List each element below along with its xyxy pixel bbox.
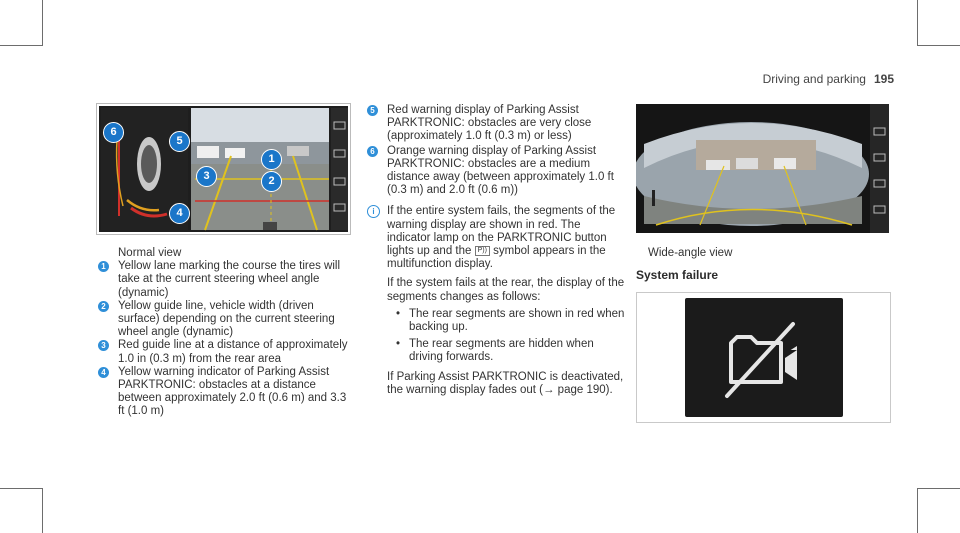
legend-item (98, 300, 350, 340)
item-number: 5 (367, 105, 378, 116)
item-text: Yellow warning indicator of Parking Assist PARKTRONIC: obstacles at a distance between approximately 2.0 ft (0.6 m) and 3.3 ft (1.0 m) (118, 365, 347, 418)
running-header (763, 72, 894, 86)
crop-mark (0, 488, 43, 489)
system-failure-heading: System failure (636, 268, 719, 282)
bullet-item: • The rear segments are hidden when driving forwards. (387, 338, 625, 364)
middle-column (367, 104, 625, 397)
legend-item (98, 339, 350, 365)
item-number: 4 (98, 367, 109, 378)
item-number: 2 (98, 301, 109, 312)
item-text: Yellow lane marking the course the tires will take at the current steering wheel angle (dynamic) (118, 260, 341, 299)
wide-angle-illustration (636, 104, 889, 233)
item-text: Orange warning display of Parking Assist PARKTRONIC: obstacles are a medium distance away (between approximately 1.0 ft (0.3 m) and 2.0 ft (0.6 m)) (387, 144, 614, 197)
deactivated-note: If Parking Assist PARKTRONIC is deactivated, the warning display fades out (→ page 190). (387, 370, 624, 396)
normal-view-legend (98, 247, 350, 419)
camera-failure-screen (685, 298, 843, 417)
item-number: 6 (367, 146, 378, 157)
legend-item (367, 104, 625, 144)
crop-mark (0, 45, 43, 46)
bullet-item: • The rear segments are shown in red when backing up. (387, 308, 625, 334)
legend-item (98, 260, 350, 300)
crop-mark (917, 488, 918, 533)
crop-mark (917, 488, 960, 489)
normal-view-illustration (97, 104, 350, 234)
info-text-a: If the entire system fails, the segments of the warning display are shown in red. The indicator lamp on the PARKTRONIC button lights up and the (387, 205, 616, 258)
callout-6: 6 (103, 122, 124, 143)
item-number: 3 (98, 340, 109, 351)
callout-5: 5 (169, 131, 190, 152)
item-text: Yellow guide line, vehicle width (driven surface) depending on the current steering wheel angle (dynamic) (118, 299, 335, 339)
normal-view-figure (96, 103, 351, 235)
rear-failure-intro: If the system fails at the rear, the display of the segments changes as follows: (387, 277, 625, 303)
wide-angle-figure (636, 104, 889, 233)
crop-mark (917, 45, 960, 46)
item-text: Red guide line at a distance of approximately 1.0 in (0.3 m) from the rear area (118, 339, 348, 365)
legend-item (98, 366, 350, 419)
normal-view-caption: Normal view (118, 247, 182, 259)
info-text-b: symbol appears in the multifunction display. (387, 245, 606, 271)
callout-2: 2 (261, 171, 282, 192)
crop-mark (917, 0, 918, 46)
crop-mark (42, 0, 43, 46)
callout-3: 3 (196, 166, 217, 187)
callout-1: 1 (261, 149, 282, 170)
info-icon: i (367, 205, 380, 218)
item-number: 1 (98, 261, 109, 272)
page-number: 195 (873, 72, 894, 86)
item-text: Red warning display of Parking Assist PARKTRONIC: obstacles are very close (approximately 1.0 ft (0.3 m) or less) (387, 104, 592, 143)
system-failure-figure (636, 292, 891, 423)
camera-off-icon (685, 298, 843, 417)
section-title: Driving and parking (762, 72, 866, 86)
callout-4: 4 (169, 203, 190, 224)
crop-mark (42, 488, 43, 533)
info-note (367, 205, 625, 397)
wide-angle-caption: Wide-angle view (648, 247, 733, 259)
parktronic-off-icon: P)) (475, 246, 490, 256)
legend-item (367, 145, 625, 198)
